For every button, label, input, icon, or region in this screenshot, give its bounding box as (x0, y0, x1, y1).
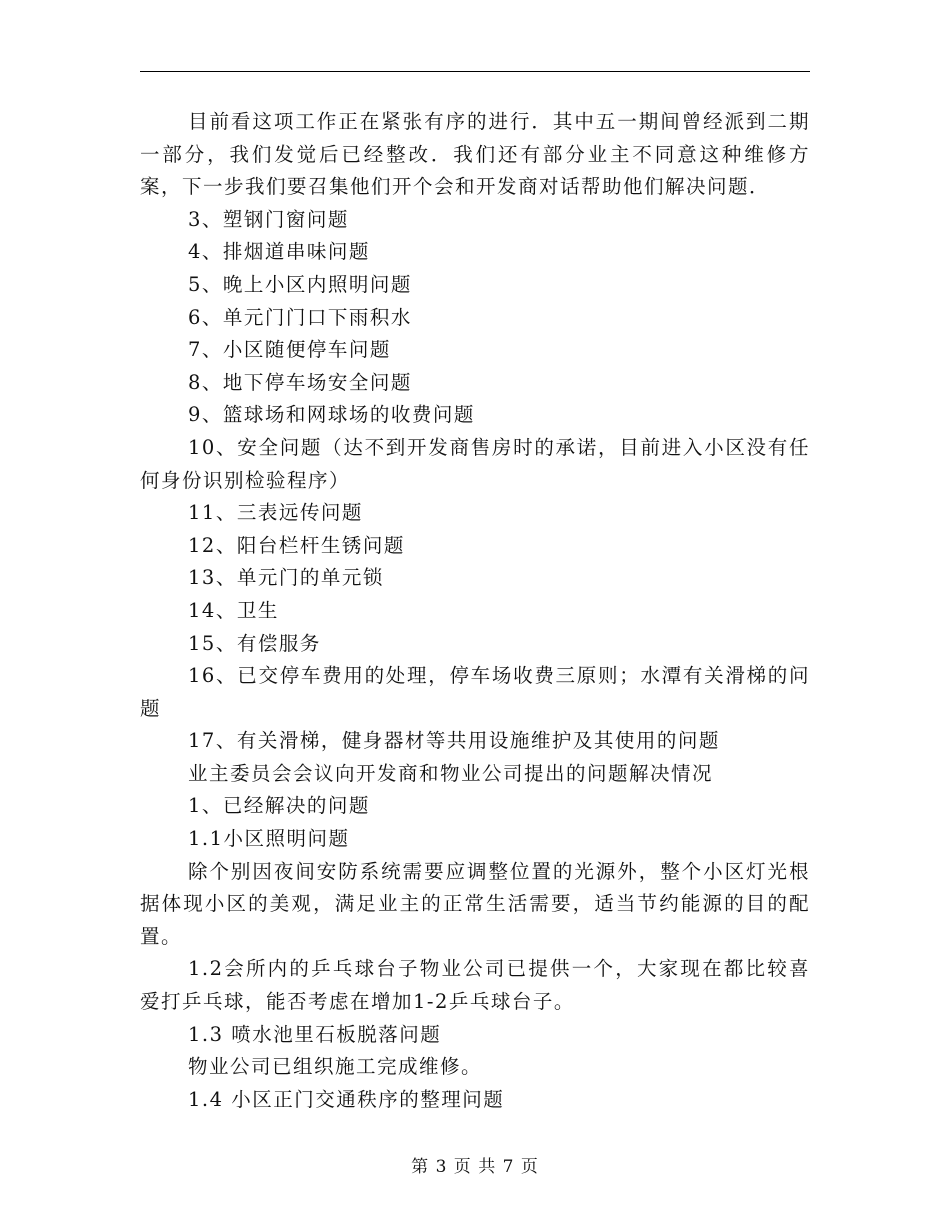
list-item: 7、小区随便停车问题 (188, 338, 391, 362)
list-item: 11、三表远传问题 (188, 501, 363, 525)
body-text (140, 106, 810, 1116)
paragraph: 目前看这项工作正在紧张有序的进行．其中五一期间曾经派到二期一部分，我们发觉后已经整改．我们还有部分业主不同意这种维修方案，下一步我们要召集他们开个会和开发商对话帮助他们解决问题． (140, 110, 810, 199)
subsection-heading: 1、已经解决的问题 (188, 794, 370, 818)
page-footer (0, 1152, 950, 1177)
list-item: 4、排烟道串味问题 (188, 240, 370, 264)
page-number: 第 3 页 共 7 页 (411, 1157, 539, 1177)
section-heading: 业主委员会会议向开发商和物业公司提出的问题解决情况 (188, 761, 714, 785)
paragraph: 物业公司已组织施工完成维修。 (188, 1055, 483, 1079)
list-item: 8、地下停车场安全问题 (188, 370, 412, 394)
paragraph: 除个别因夜间安防系统需要应调整位置的光源外，整个小区灯光根据体现小区的美观，满足业主的正常生活需要，适当节约能源的目的配置。 (140, 859, 810, 948)
list-item: 9、篮球场和网球场的收费问题 (188, 403, 475, 427)
header-rule (140, 71, 810, 72)
list-item: 6、单元门门口下雨积水 (188, 305, 412, 329)
list-item: 13、单元门的单元锁 (188, 566, 384, 590)
list-item: 17、有关滑梯，健身器材等共用设施维护及其使用的问题 (188, 729, 720, 753)
item-heading: 1.3 喷水池里石板脱落问题 (188, 1022, 442, 1046)
item-heading: 1.1小区照明问题 (188, 827, 350, 851)
list-item: 12、阳台栏杆生锈问题 (188, 533, 405, 557)
list-item: 3、塑钢门窗问题 (188, 207, 349, 231)
list-item: 14、卫生 (188, 598, 279, 622)
list-item: 10、安全问题（达不到开发商售房时的承诺，目前进入小区没有任何身份识别检验程序） (140, 435, 810, 492)
paragraph: 1.2会所内的乒乓球台子物业公司已提供一个，大家现在都比较喜爱打乒乓球，能否考虑在增加1-2乒乓球台子。 (140, 957, 810, 1014)
item-heading: 1.4 小区正门交通秩序的整理问题 (188, 1087, 505, 1111)
list-item: 16、已交停车费用的处理，停车场收费三原则；水潭有关滑梯的问题 (140, 664, 810, 720)
list-item: 5、晚上小区内照明问题 (188, 272, 412, 296)
list-item: 15、有偿服务 (188, 631, 321, 655)
